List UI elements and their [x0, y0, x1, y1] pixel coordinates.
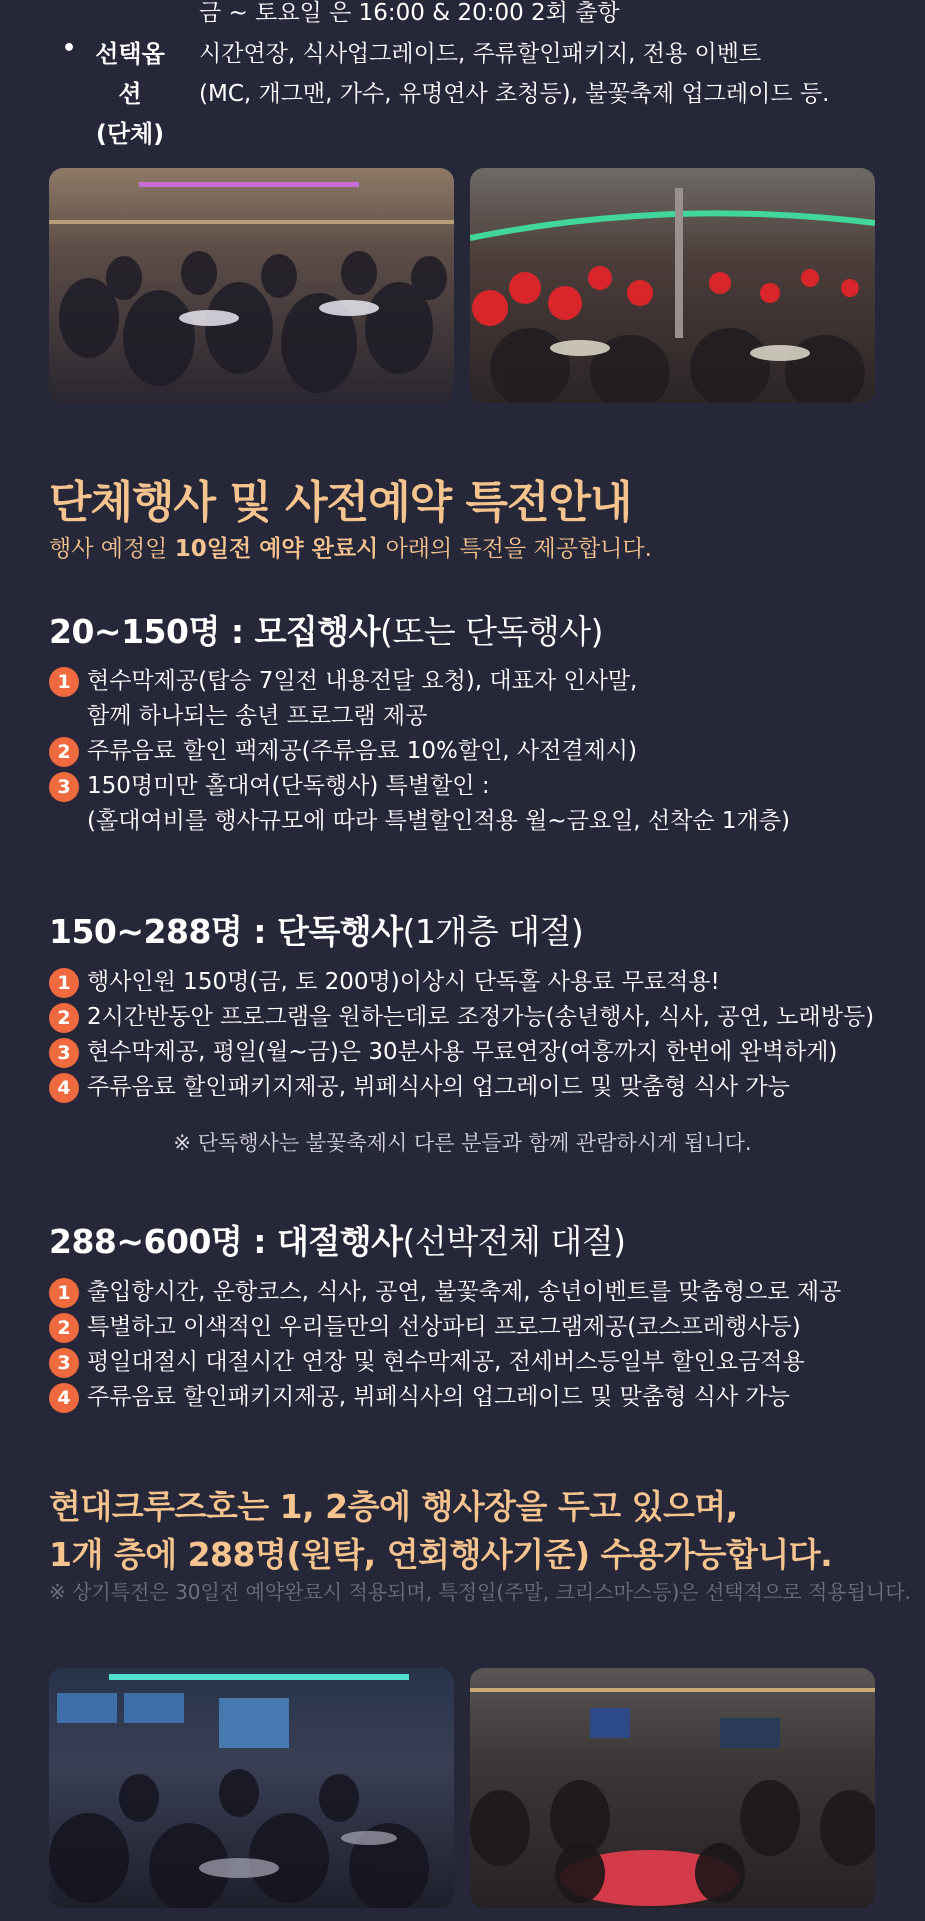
option-text-line1: 시간연장, 식사업그레이드, 주류할인패키지, 전용 이벤트 [199, 41, 762, 67]
benefits-title: 단체행사 및 사전예약 특전안내 [49, 477, 632, 528]
section3-heading-bold: 288~600명 : 대절행사 [49, 1222, 403, 1261]
section3-heading-rest: (선박전체 대절) [402, 1222, 626, 1261]
list-item-text: 현수막제공(탑승 7일전 내용전달 요청), 대표자 인사말, 함께 하나되는 송년 프로그램 제공 [87, 668, 638, 729]
number-badge: 2 [49, 737, 79, 767]
option-bullet: • [62, 36, 77, 61]
section2-heading-bold: 150~288명 : 단독행사 [49, 912, 403, 951]
list-item-text: 출입항시간, 운항코스, 식사, 공연, 불꽃축제, 송년이벤트를 맞춤형으로 제공 [87, 1279, 842, 1305]
list-item-text: 주류음료 할인패키지제공, 뷔페식사의 업그레이드 및 맞춤형 식사 가능 [87, 1384, 790, 1410]
list-item-text: 150명미만 홀대여(단독행사) 특별할인 : (홀대여비를 행사규모에 따라 특별할인적용 월~금요일, 선착순 1개층) [87, 773, 790, 834]
section2-heading-rest: (1개층 대절) [402, 912, 584, 951]
subtitle-pre: 행사 예정일 [49, 536, 175, 562]
schedule-text: 금 ~ 토요일 은 16:00 & 20:00 2회 출항 [199, 0, 620, 26]
list-item-text: 주류음료 할인 팩제공(주류음료 10%할인, 사전결제시) [87, 738, 637, 764]
section1-heading-bold: 20~150명 : 모집행사 [49, 612, 381, 651]
option-label-line2: (단체) [95, 120, 165, 148]
number-badge: 2 [49, 1003, 79, 1033]
option-text-line2: (MC, 개그맨, 가수, 유명연사 초청등), 불꽃축제 업그레이드 등. [199, 81, 830, 107]
section2-note: ※ 단독행사는 불꽃축제시 다른 분들과 함께 관람하시게 됩니다. [173, 1131, 752, 1155]
list-item-text: 현수막제공, 평일(월~금)은 30분사용 무료연장(여흥까지 한번에 완벽하게) [87, 1039, 838, 1065]
number-badge: 3 [49, 1038, 79, 1068]
section1-heading [49, 606, 603, 653]
list-item-text: 행사인원 150명(금, 토 200명)이상시 단독홀 사용료 무료적용! [87, 969, 720, 995]
number-badge: 4 [49, 1073, 79, 1103]
number-badge: 2 [49, 1313, 79, 1343]
number-badge: 4 [49, 1383, 79, 1413]
option-description [199, 34, 829, 114]
number-badge: 1 [49, 667, 79, 697]
list-item-text: 평일대절시 대절시간 연장 및 현수막제공, 전세버스등일부 할인요금적용 [87, 1349, 805, 1375]
banquet-photo-3 [49, 1668, 454, 1908]
section3-heading [49, 1216, 626, 1263]
list-item-text: 2시간반동안 프로그램을 원하는데로 조정가능(송년행사, 식사, 공연, 노래방등) [87, 1004, 875, 1030]
list-item-text: 특별하고 이색적인 우리들만의 선상파티 프로그램제공(코스프레행사등) [87, 1314, 801, 1340]
benefits-subtitle [49, 530, 652, 563]
number-badge: 1 [49, 968, 79, 998]
number-badge: 3 [49, 772, 79, 802]
option-label [84, 34, 176, 154]
number-badge: 1 [49, 1278, 79, 1308]
section2-heading [49, 906, 583, 953]
closing-line-1: 현대크루즈호는 1, 2층에 행사장을 두고 있으며, [49, 1487, 738, 1526]
closing-footnote: ※ 상기특전은 30일전 예약완료시 적용되며, 특정일(주말, 크리스마스등)은 선택적으로 적용됩니다. [49, 1580, 911, 1604]
banquet-photo-2 [470, 168, 875, 403]
banquet-photo-1 [49, 168, 454, 403]
subtitle-bold: 10일전 예약 완료시 [174, 536, 379, 562]
closing-line-2: 1개 층에 288명(원탁, 연회행사기준) 수용가능합니다. [49, 1535, 833, 1574]
banquet-photo-4 [470, 1668, 875, 1908]
number-badge: 3 [49, 1348, 79, 1378]
subtitle-post: 아래의 특전을 제공합니다. [378, 536, 652, 562]
option-label-line1: 선택옵션 [95, 40, 165, 108]
list-item-text: 주류음료 할인패키지제공, 뷔페식사의 업그레이드 및 맞춤형 식사 가능 [87, 1074, 790, 1100]
section1-heading-rest: (또는 단독행사) [380, 612, 604, 651]
